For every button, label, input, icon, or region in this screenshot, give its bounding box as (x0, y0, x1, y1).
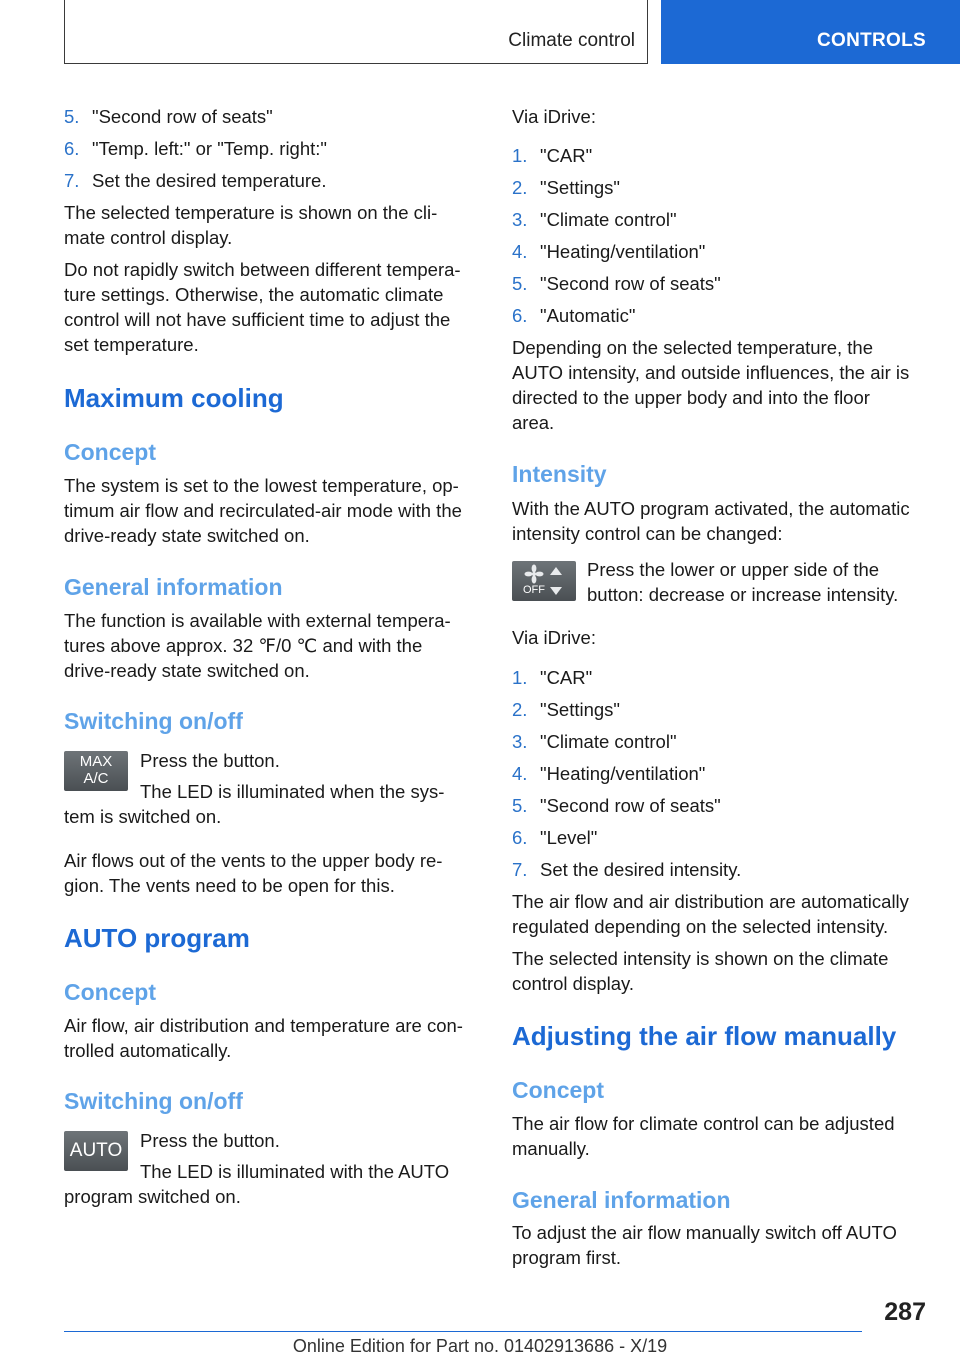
footer-divider (64, 1331, 862, 1332)
paragraph: With the AUTO program activated, the automatic intensity control can be changed: (512, 498, 910, 544)
paragraph: The LED is illuminated when the sys- (140, 781, 445, 802)
header-section-box (64, 0, 648, 64)
header-chapter-tab[interactable] (661, 0, 960, 64)
paragraph: program switched on. (64, 1186, 241, 1207)
arrow-down-icon (550, 587, 562, 595)
list-number: 6. (64, 138, 80, 159)
heading-intensity: Intensity (512, 461, 607, 487)
heading-adjusting-air-flow: Adjusting the air flow manually (512, 1021, 897, 1051)
heading-switching-on-off: Switching on/off (64, 708, 243, 734)
heading-concept: Concept (64, 979, 156, 1005)
list-number: 7. (64, 170, 80, 191)
paragraph: To adjust the air flow manually switch off AUTO program first. (512, 1222, 897, 1268)
paragraph: Press the lower or upper side of the button: decrease or increase intensity. (587, 559, 899, 605)
paragraph: The LED is illuminated with the AUTO (140, 1161, 450, 1182)
list-text: "Temp. left:" or "Temp. right:" (92, 138, 327, 159)
heading-switching-on-off: Switching on/off (64, 1088, 243, 1114)
heading-maximum-cooling: Maximum cooling (64, 383, 284, 413)
paragraph: Do not rapidly switch between different tempera- ture settings. Otherwise, the automatic climate control will not have sufficient time to adjust the set temperature. (64, 259, 461, 355)
paragraph: Depending on the selected temperature, the AUTO intensity, and outside influences, the air is directed to the upper body and into the floor area. (512, 337, 910, 433)
heading-general-information: General information (512, 1187, 731, 1213)
list-text: Set the desired temperature. (92, 170, 327, 191)
paragraph: The function is available with external tempera- tures above approx. 32 ℉/0 ℃ and with the drive-ready state switched on. (64, 610, 451, 681)
arrow-up-icon (550, 567, 562, 575)
paragraph: Air flow, air distribution and temperature are con- trolled automatically. (64, 1015, 463, 1061)
paragraph: The selected temperature is shown on the cli- mate control display. (64, 202, 438, 248)
paragraph: tem is switched on. (64, 806, 222, 827)
paragraph: The selected intensity is shown on the climate control display. (512, 948, 889, 994)
heading-general-information: General information (64, 574, 283, 600)
fan-off-label: OFF (523, 584, 545, 596)
list-number: 5. (64, 106, 80, 127)
chapter-title: CONTROLS (816, 30, 926, 51)
auto-button-icon: AUTO (64, 1131, 128, 1171)
paragraph: The system is set to the lowest temperature, op- timum air flow and recirculated-air mode with the drive-ready state switched on. (64, 475, 462, 546)
paragraph: Press the button. (140, 750, 280, 771)
heading-concept: Concept (512, 1077, 604, 1103)
fan-intensity-button-icon (512, 561, 576, 601)
heading-concept: Concept (64, 439, 156, 465)
paragraph: Press the button. (140, 1130, 280, 1151)
paragraph: The air flow and air distribution are automatically regulated depending on the selected intensity. (512, 891, 909, 937)
heading-auto-program: AUTO program (64, 923, 250, 953)
paragraph: Via iDrive: (512, 627, 596, 648)
page-number: 287 (884, 1298, 926, 1326)
list-text: "Second row of seats" (92, 106, 273, 127)
paragraph: Air flows out of the vents to the upper body re- gion. The vents need to be open for this. (64, 850, 443, 896)
max-ac-button-icon: MAX A/C (64, 751, 128, 791)
footer-edition-text: Online Edition for Part no. 01402913686 - X/19 (292, 1336, 668, 1356)
paragraph: The air flow for climate control can be adjusted manually. (512, 1113, 895, 1159)
paragraph: Via iDrive: (512, 106, 596, 127)
section-title: Climate control (508, 30, 635, 51)
